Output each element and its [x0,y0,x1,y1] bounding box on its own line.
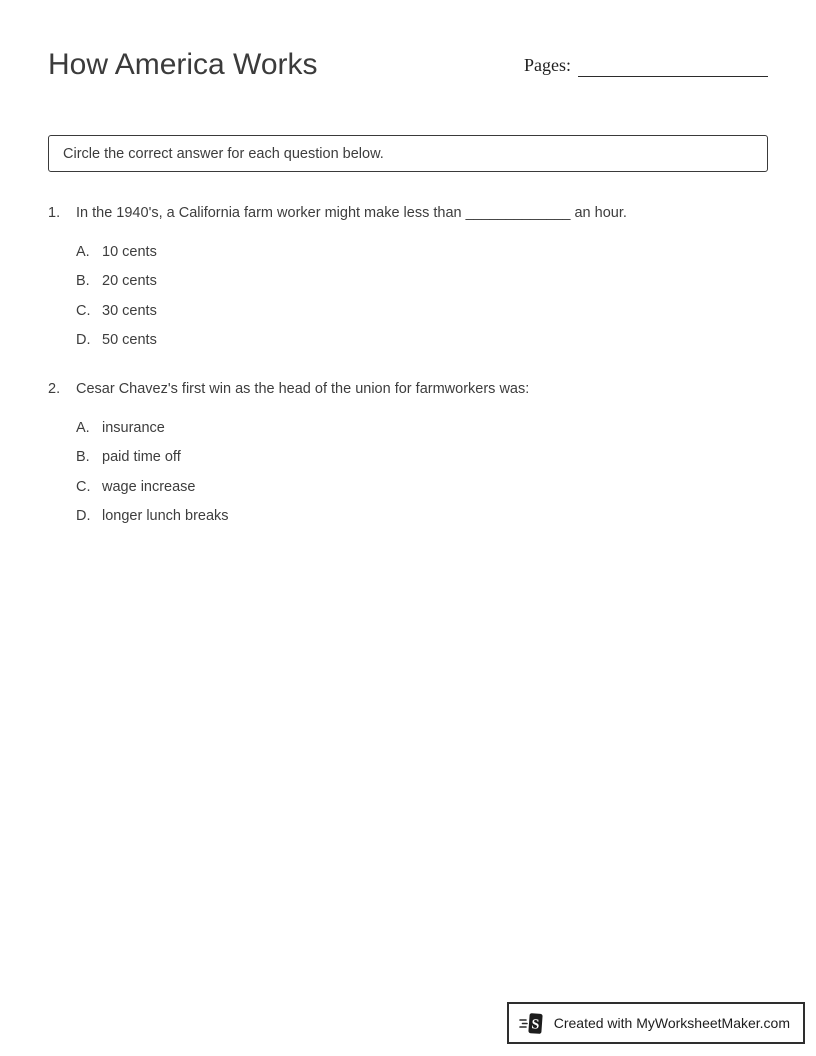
option-text: insurance [102,419,165,436]
option-text: 50 cents [102,332,157,349]
instructions-box [48,135,768,172]
question-1-option-c[interactable] [76,296,768,326]
question-2 [48,380,768,531]
page-title: How America Works [48,48,318,81]
option-letter: A. [76,243,90,260]
option-text: 10 cents [102,243,157,260]
credit-text: Created with MyWorksheetMaker.com [553,1015,790,1031]
question-2-option-d[interactable] [76,502,768,532]
option-text: wage increase [102,478,196,495]
question-1-options [48,237,768,355]
question-1 [48,204,768,355]
question-2-number: 2. [48,381,61,397]
option-letter: D. [76,508,91,525]
question-1-option-a[interactable] [76,237,768,267]
question-2-line [48,380,768,399]
question-1-text: In the 1940's, a California farm worker might make less than _____________ an hour. [76,205,627,221]
option-letter: D. [76,332,91,349]
option-text: 20 cents [102,273,157,290]
option-letter: A. [76,419,90,436]
pages-label: Pages: [524,55,571,75]
question-1-option-b[interactable] [76,267,768,297]
question-2-text: Cesar Chavez's first win as the head of the union for farmworkers was: [76,381,530,397]
pages-blank-line[interactable] [578,56,768,77]
question-2-option-c[interactable] [76,472,768,502]
pages-field [524,54,768,77]
header [0,0,816,84]
worksheetmaker-logo-icon [519,1010,546,1037]
question-1-option-d[interactable] [76,326,768,356]
option-text: longer lunch breaks [102,508,229,525]
instructions-text: Circle the correct answer for each question below. [63,145,384,162]
question-1-line [48,204,768,223]
option-letter: B. [76,449,90,466]
svg-text:S: S [530,1016,540,1033]
question-2-option-b[interactable] [76,443,768,473]
question-2-options [48,413,768,531]
question-2-option-a[interactable] [76,413,768,443]
option-letter: C. [76,302,91,319]
option-letter: C. [76,478,91,495]
option-letter: B. [76,273,90,290]
credit-badge[interactable] [507,1002,805,1044]
option-text: paid time off [102,449,181,466]
question-1-number: 1. [48,205,61,221]
option-text: 30 cents [102,302,157,319]
